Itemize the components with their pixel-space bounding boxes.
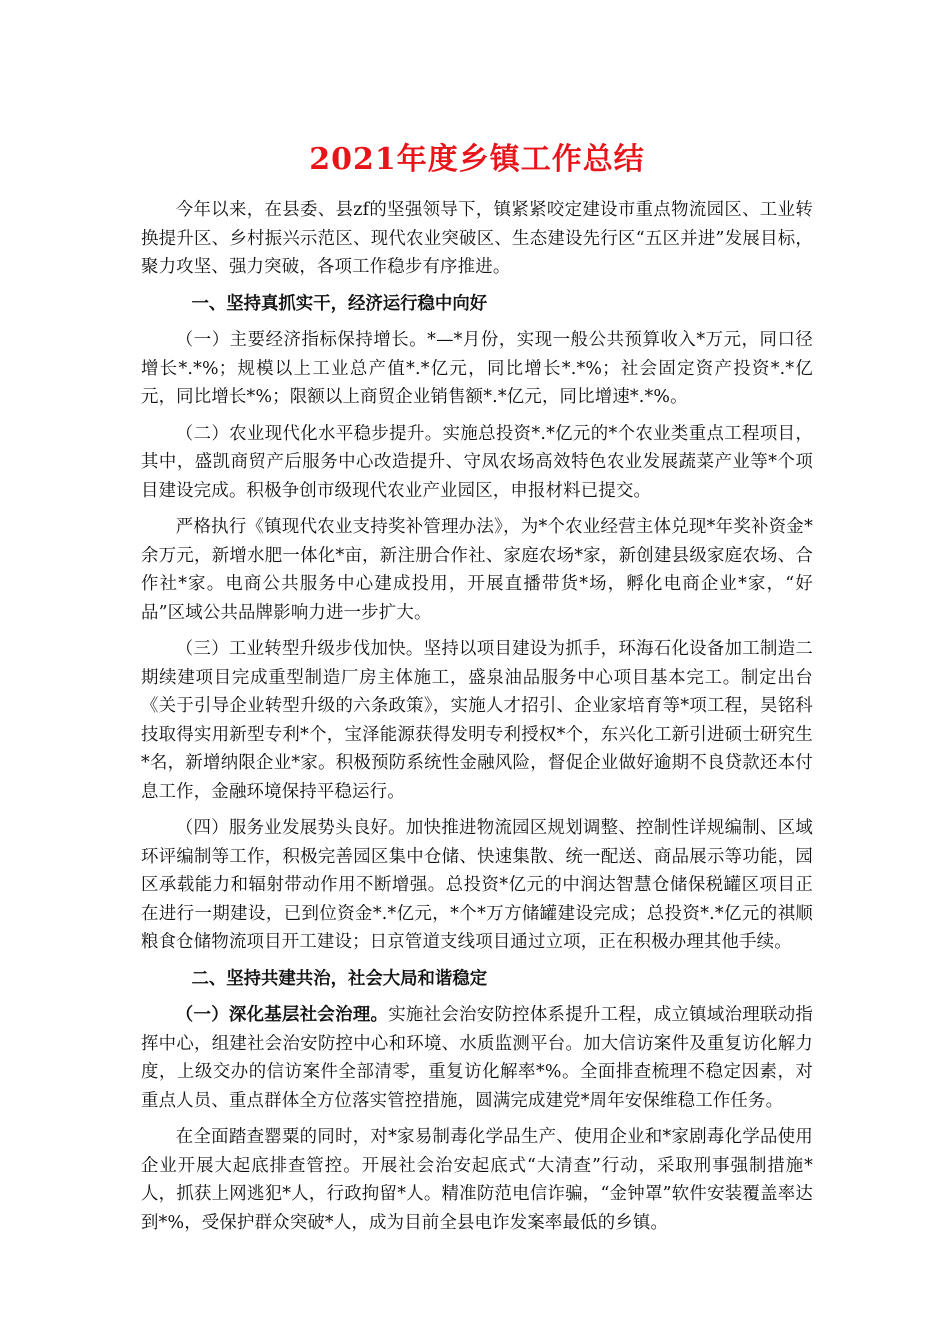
document-page <box>141 140 813 1245</box>
section1-paragraph-2: （二）农业现代化水平稳步提升。实施总投资*.*亿元的*个农业类重点工程项目，其中，盛凯商贸产后服务中心改造提升、守凤农场高效特色农业发展蔬菜产业等*个项目建设完成。积极争创市级现代农业产业园区，申报材料已提交。 <box>141 423 813 501</box>
section2-paragraph-1-lead: （一）深化基层社会治理。 <box>175 1005 389 1025</box>
section1-heading: 一、坚持真抓实干，经济运行稳中向好 <box>191 293 488 314</box>
section1-paragraph-5: （四）服务业发展势头良好。加快推进物流园区规划调整、控制性详规编制、区域环评编制等工作，积极完善园区集中仓储、快速集散、统一配送、商品展示等功能，园区承载能力和辐射带动作用不断增强。总投资*亿元的中润达智慧仓储保税罐区项目正在进行一期建设，已到位资金*.*亿元，*个*万方储罐建设完成；总投资*.*亿元的祺顺粮食仓储物流项目开工建设；日京管道支线项目通过立项，正在积极办理其他手续。 <box>141 818 813 952</box>
intro-paragraph: 今年以来，在县委、县zf的坚强领导下，镇紧紧咬定建设市重点物流园区、工业转换提升区、乡村振兴示范区、现代农业突破区、生态建设先行区“五区并进”发展目标，聚力攻坚、强力突破，各项工作稳步有序推进。 <box>141 200 813 277</box>
section2-paragraph-2: 在全面踏查罂粟的同时，对*家易制毒化学品生产、使用企业和*家剧毒化学品使用企业开展大起底排查管控。开展社会治安起底式“大清查”行动，采取刑事强制措施*人，抓获上网逃犯*人，行政拘留*人。精准防范电信诈骗，“金钟罩”软件安装覆盖率达到*%，受保护群众突破*人，成为目前全县电诈发案率最低的乡镇。 <box>141 1127 813 1233</box>
section2-heading: 二、坚持共建共治，社会大局和谐稳定 <box>191 968 488 989</box>
section2-paragraph-1-body: 实施社会治安防控体系提升工程，成立镇域治理联动指挥中心，组建社会治安防控中心和环境、水质监测平台。加大信访案件及重复访化解力度，上级交办的信访案件全部清零，重复访化解率*%。全面排查梳理不稳定因素，对重点人员、重点群体全方位落实管控措施，圆满完成建党*周年安保维稳工作任务。 <box>141 1005 813 1111</box>
section2-paragraph-1 <box>141 1001 813 1115</box>
section1-paragraph-3: 严格执行《镇现代农业支持奖补管理办法》，为*个农业经营主体兑现*年奖补资金*余万元，新增水肥一体化*亩，新注册合作社、家庭农场*家，新创建县级家庭农场、合作社*家。电商公共服务中心建成投用，开展直播带货*场，孵化电商企业*家，“好品”区域公共品牌影响力进一步扩大。 <box>141 517 813 623</box>
document-title: 2021年度乡镇工作总结 <box>309 142 645 177</box>
section1-paragraph-4: （三）工业转型升级步伐加快。坚持以项目建设为抓手，环海石化设备加工制造二期续建项目完成重型制造厂房主体施工，盛泉油品服务中心项目基本完工。制定出台《关于引导企业转型升级的六条政策》，实施人才招引、企业家培育等*项工程，昊铭科技取得实用新型专利*个，宝泽能源获得发明专利授权*个，东兴化工新引进硕士研究生*名，新增纳限企业*家。积极预防系统性金融风险，督促企业做好逾期不良贷款还本付息工作，金融环境保持平稳运行。 <box>141 639 813 802</box>
section1-paragraph-1: （一）主要经济指标保持增长。*—*月份，实现一般公共预算收入*万元，同口径增长*.*%；规模以上工业总产值*.*亿元，同比增长*.*%；社会固定资产投资*.*亿元，同比增长*%；限额以上商贸企业销售额*.*亿元，同比增速*.*%。 <box>141 330 813 407</box>
